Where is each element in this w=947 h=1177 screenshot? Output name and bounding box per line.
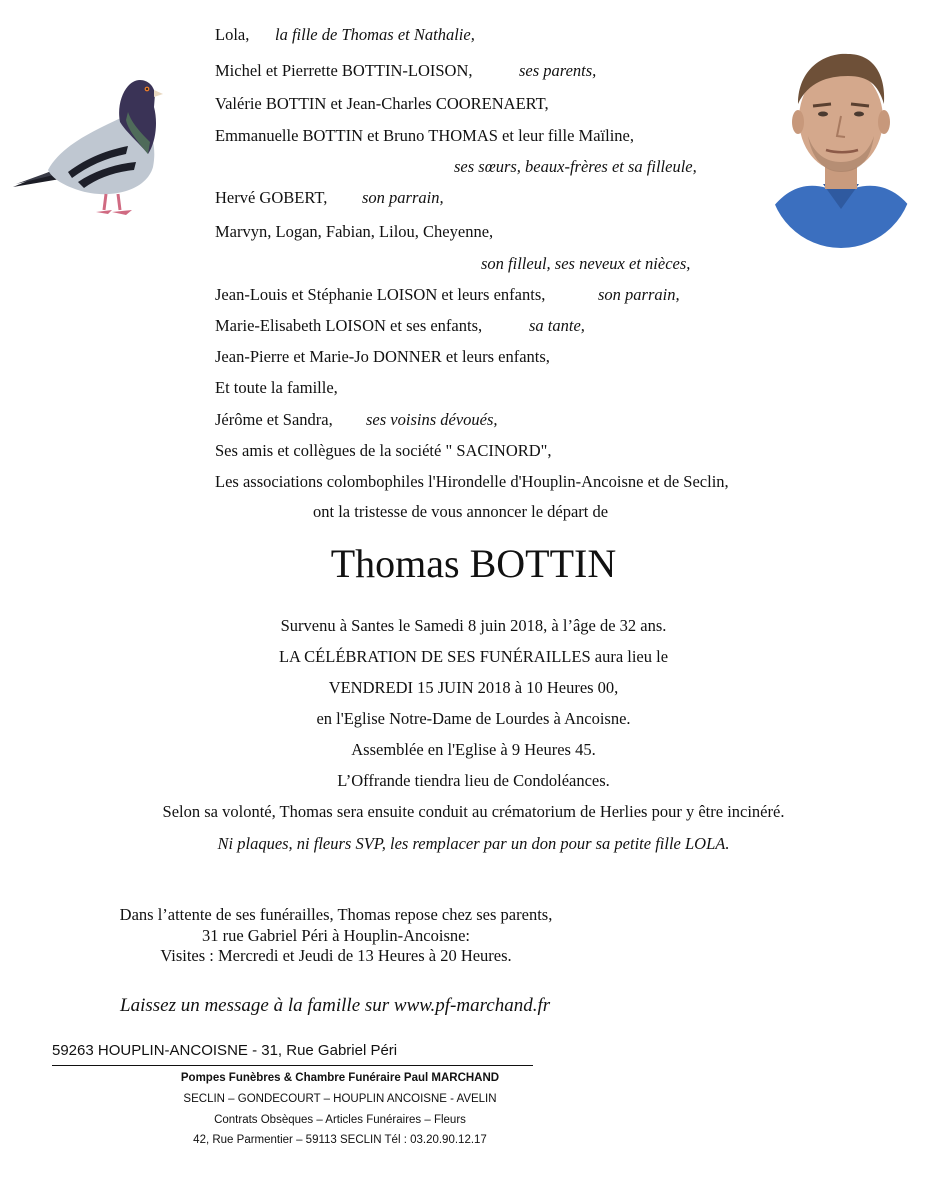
family-line: Hervé GOBERT, son parrain, — [215, 188, 444, 207]
family-line: Lola, la fille de Thomas et Nathalie, — [215, 25, 475, 44]
family-line: Jérôme et Sandra, ses voisins dévoués, — [215, 410, 498, 429]
detail-line: en l'Eglise Notre-Dame de Lourdes à Ancoisne. — [316, 709, 631, 728]
announcement: ont la tristesse de vous annoncer le départ de — [313, 502, 609, 521]
pigeon-icon — [8, 72, 163, 222]
footer-locations: SECLIN – GONDECOURT – HOUPLIN ANCOISNE - AVELIN — [183, 1093, 497, 1105]
family-line: Les associations colombophiles l'Hirondelle d'Houplin-Ancoisne et de Seclin, — [215, 472, 729, 491]
note: Ni plaques, ni fleurs SVP, les remplacer par un don pour sa petite fille LOLA. — [217, 834, 730, 853]
portrait-photo — [768, 44, 915, 249]
detail-line: Survenu à Santes le Samedi 8 juin 2018, à l’âge de 32 ans. — [280, 616, 667, 635]
family-line: Marvyn, Logan, Fabian, Lilou, Cheyenne, — [215, 222, 494, 241]
detail-line: VENDREDI 15 JUIN 2018 à 10 Heures 00, — [328, 678, 619, 697]
rest-line: Dans l’attente de ses funérailles, Thomas repose chez ses parents, — [119, 905, 553, 924]
family-line: Valérie BOTTIN et Jean-Charles COORENAERT, — [215, 94, 549, 113]
family-line: Jean-Pierre et Marie-Jo DONNER et leurs enfants, — [215, 347, 550, 366]
family-line: Michel et Pierrette BOTTIN-LOISON, ses parents, — [215, 61, 597, 80]
family-line: Jean-Louis et Stéphanie LOISON et leurs enfants, son parrain, — [215, 285, 680, 304]
detail-line: L’Offrande tiendra lieu de Condoléances. — [337, 771, 610, 790]
detail-line: LA CÉLÉBRATION DE SES FUNÉRAILLES aura lieu le — [278, 647, 669, 666]
deceased-name: Thomas BOTTIN — [330, 541, 617, 586]
family-line: Et toute la famille, — [215, 378, 338, 397]
family-line: Marie-Elisabeth LOISON et ses enfants, sa tante, — [215, 316, 585, 335]
detail-line: Selon sa volonté, Thomas sera ensuite conduit au crématorium de Herlies pour y être incinéré. — [162, 802, 785, 821]
rest-line: 31 rue Gabriel Péri à Houplin-Ancoisne: — [201, 926, 471, 945]
divider — [52, 1065, 533, 1066]
family-line: Emmanuelle BOTTIN et Bruno THOMAS et leur fille Maïline, — [215, 126, 634, 145]
footer-contact: 42, Rue Parmentier – 59113 SECLIN Tél : 03.20.90.12.17 — [193, 1134, 487, 1146]
rest-line: Visites : Mercredi et Jeudi de 13 Heures à 20 Heures. — [160, 946, 512, 965]
message-link[interactable]: Laissez un message à la famille sur www.pf-marchand.fr — [120, 995, 551, 1016]
family-line: Ses amis et collègues de la société " SACINORD", — [215, 441, 552, 460]
footer-company: Pompes Funèbres & Chambre Funéraire Paul MARCHAND — [180, 1072, 500, 1084]
detail-line: Assemblée en l'Eglise à 9 Heures 45. — [351, 740, 596, 759]
agency-address: 59263 HOUPLIN-ANCOISNE - 31, Rue Gabriel Péri — [52, 1042, 398, 1059]
footer-services: Contrats Obsèques – Articles Funéraires – Fleurs — [214, 1114, 466, 1126]
